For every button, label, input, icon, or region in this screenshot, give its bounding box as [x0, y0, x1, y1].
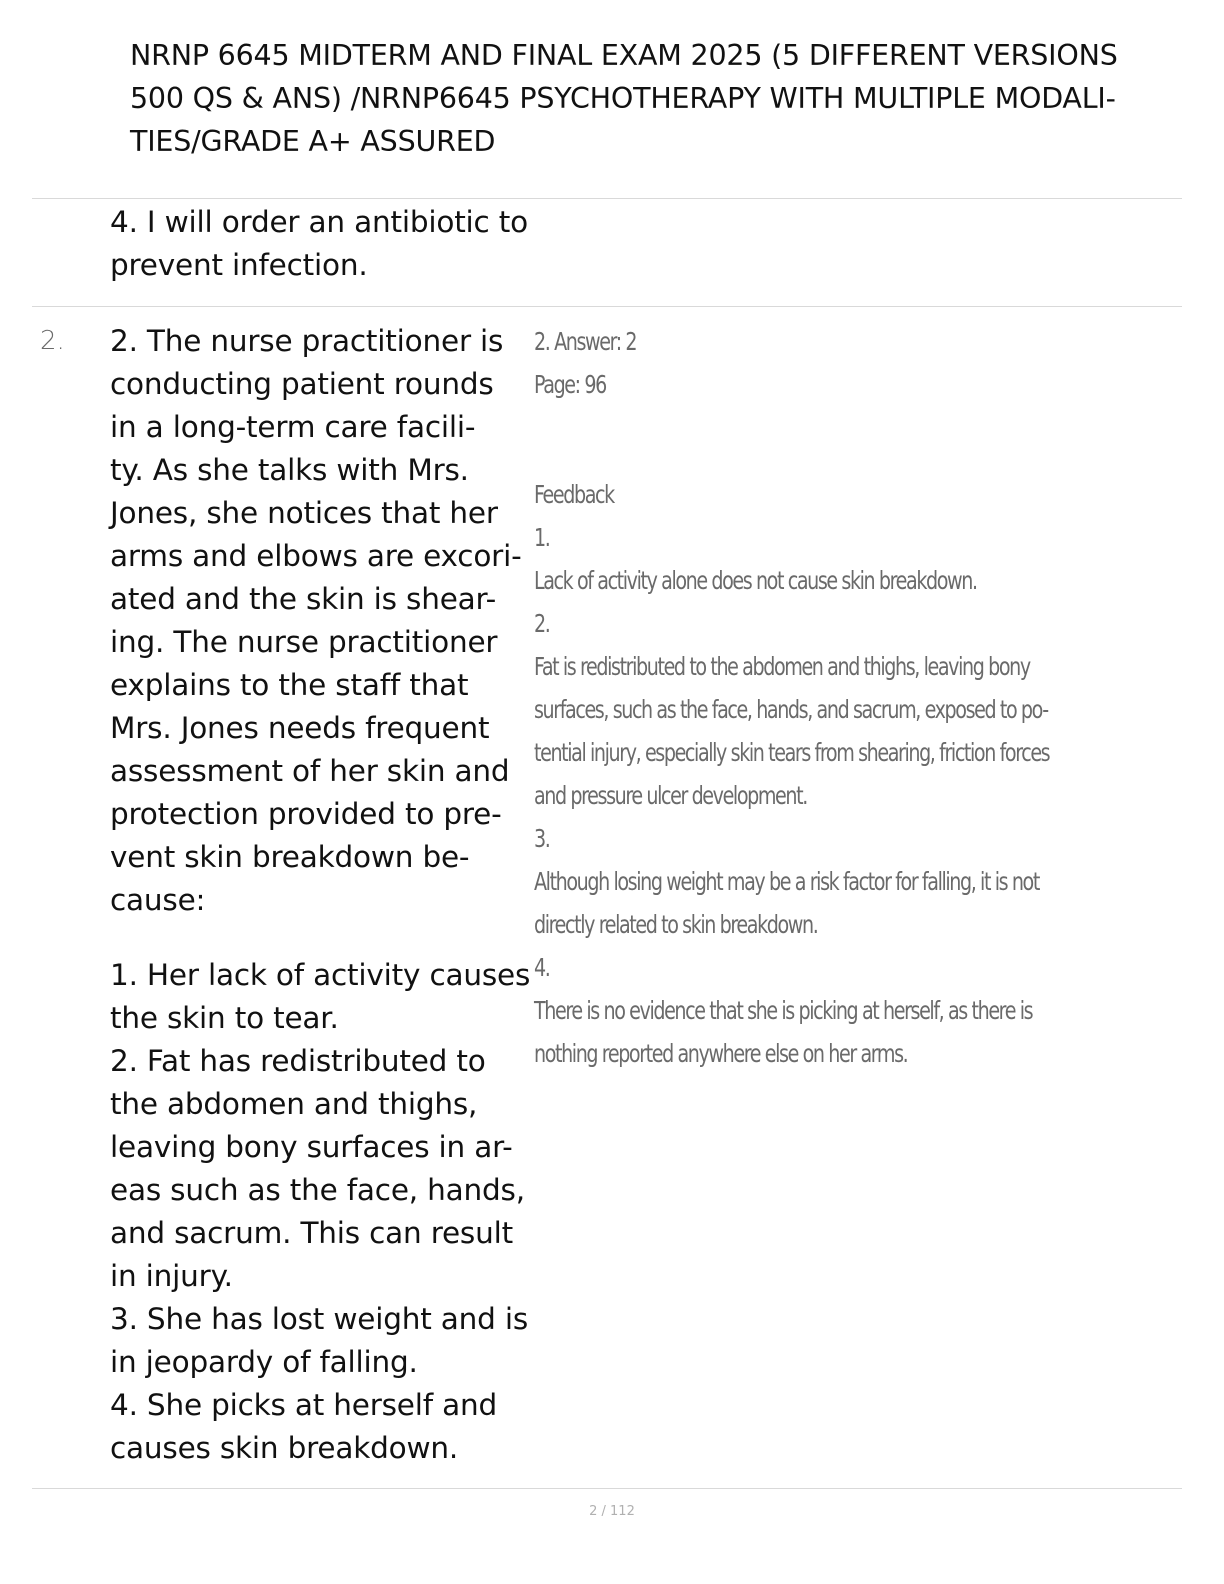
feedback-line: directly related to skin breakdown.: [534, 910, 818, 939]
feedback-line: 4.: [534, 953, 550, 982]
feedback-line: surfaces, such as the face, hands, and sacrum, exposed to po-: [534, 695, 1048, 724]
feedback-line: 1.: [534, 523, 550, 552]
feedback-line: Lack of activity alone does not cause skin breakdown.: [534, 566, 977, 595]
option-line: causes skin breakdown.: [110, 1431, 459, 1465]
spacer: [534, 406, 1041, 449]
option-line: eas such as the face, hands,: [110, 1173, 525, 1207]
text-line: prevent infection.: [110, 248, 368, 282]
question-line: explains to the staff that: [110, 668, 469, 702]
feedback-line: 2.: [534, 609, 550, 638]
feedback-line: There is no evidence that she is picking at herself, as there is: [534, 996, 1033, 1025]
answer-feedback: [534, 320, 1050, 1075]
feedback-label: Feedback: [534, 480, 614, 509]
text-line: 4. I will order an antibiotic to: [110, 205, 528, 239]
divider: [32, 198, 1182, 199]
divider: [32, 1488, 1182, 1489]
title-line: 500 QS & ANS) /NRNP6645 PSYCHOTHERAPY WITH MULTIPLE MODALI-: [130, 82, 1116, 115]
answer-options: [110, 954, 550, 1470]
document-title: [130, 34, 1190, 163]
feedback-line: nothing reported anywhere else on her arms.: [534, 1039, 908, 1068]
question-line: arms and elbows are excori-: [110, 539, 522, 573]
answer-line: 2. Answer: 2: [534, 327, 637, 356]
feedback-line: 3.: [534, 824, 550, 853]
option-line: in jeopardy of falling.: [110, 1345, 418, 1379]
question-line: protection provided to pre-: [110, 797, 502, 831]
option-line: 2. Fat has redistributed to: [110, 1044, 486, 1078]
question-line: cause:: [110, 883, 206, 917]
title-line: TIES/GRADE A+ ASSURED: [130, 125, 496, 158]
option-line: 3. She has lost weight and is: [110, 1302, 529, 1336]
page-reference: Page: 96: [534, 370, 606, 399]
question-line: vent skin breakdown be-: [110, 840, 470, 874]
option-line: the skin to tear.: [110, 1001, 339, 1035]
option-line: leaving bony surfaces in ar-: [110, 1130, 513, 1164]
question-stem: [110, 320, 550, 922]
item-number: 2.: [40, 326, 65, 356]
question-line: 2. The nurse practitioner is: [110, 324, 504, 358]
option-line: 4. She picks at herself and: [110, 1388, 498, 1422]
option-line: the abdomen and thighs,: [110, 1087, 478, 1121]
previous-item-continuation: [110, 201, 550, 287]
feedback-line: Fat is redistributed to the abdomen and thighs, leaving bony: [534, 652, 1030, 681]
question-line: assessment of her skin and: [110, 754, 510, 788]
question-line: ated and the skin is shear-: [110, 582, 497, 616]
question-line: Mrs. Jones needs frequent: [110, 711, 490, 745]
question-line: in a long-term care facili-: [110, 410, 476, 444]
feedback-line: Although losing weight may be a risk factor for falling, it is not: [534, 867, 1039, 896]
question-line: Jones, she notices that her: [110, 496, 498, 530]
question-line: ing. The nurse practitioner: [110, 625, 498, 659]
question-line: conducting patient rounds: [110, 367, 494, 401]
divider: [32, 306, 1182, 307]
page-indicator: 2 / 112: [589, 1504, 635, 1519]
question-line: ty. As she talks with Mrs.: [110, 453, 469, 487]
option-line: in injury.: [110, 1259, 233, 1293]
feedback-line: and pressure ulcer development.: [534, 781, 807, 810]
option-line: and sacrum. This can result: [110, 1216, 513, 1250]
title-line: NRNP 6645 MIDTERM AND FINAL EXAM 2025 (5 DIFFERENT VERSIONS: [130, 39, 1118, 72]
feedback-line: tential injury, especially skin tears from shearing, friction forces: [534, 738, 1050, 767]
option-line: 1. Her lack of activity causes: [110, 958, 531, 992]
